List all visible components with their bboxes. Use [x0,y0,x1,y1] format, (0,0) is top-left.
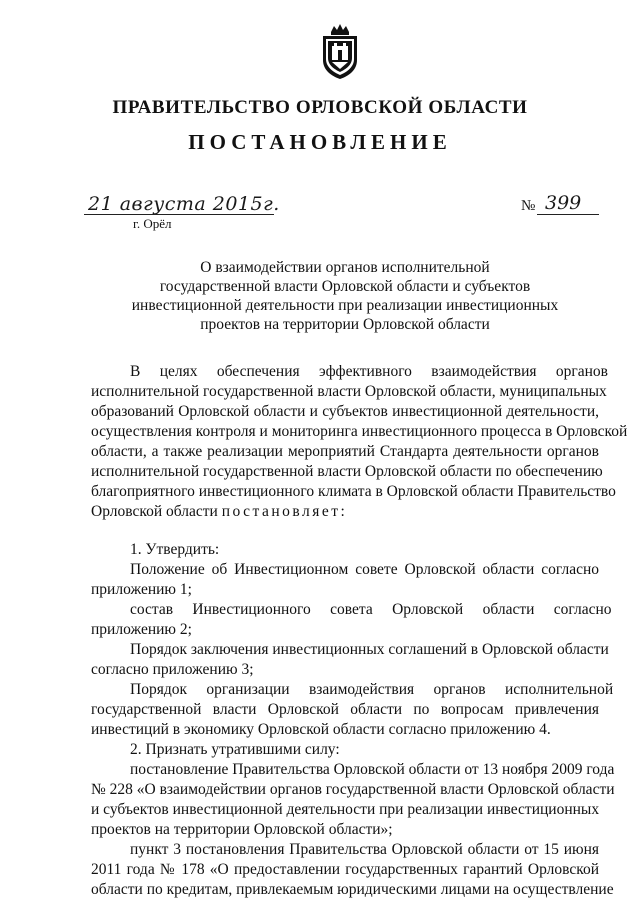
body-line: Порядок заключения инвестиционных соглашений в Орловской области [130,641,609,658]
number-underline [537,214,599,215]
handwritten-date: 21 августа 2015г. [88,193,280,215]
coat-of-arms-emblem [318,22,362,80]
body-line: 2011 года № 178 «О предоставлении государственных гарантий Орловской [91,861,599,878]
body-line: 2. Признать утратившими силу: [130,741,340,758]
resolves-keyword: постановляет: [221,503,348,520]
date-underline [84,214,274,215]
document-type-title: ПОСТАНОВЛЕНИЕ [188,130,452,154]
subject-line: инвестиционной деятельности при реализации инвестиционных [131,297,559,314]
body-line: инвестиций в экономику Орловской области согласно приложению 4. [91,721,551,738]
body-line: 1. Утвердить: [130,541,220,558]
body-line: области по кредитам, привлекаемым юридическими лицами на осуществление [91,881,614,898]
preamble-line: образований Орловской области и субъектов инвестиционной деятельности, [91,403,599,420]
body-line: государственной власти Орловской области по вопросам привлечения [91,701,599,718]
preamble-line: исполнительной государственной власти Орловской области, муниципальных [91,383,607,400]
preamble-line: области, а также реализации мероприятий Стандарта деятельности органов [91,443,599,460]
subject-line: государственной власти Орловской области и субъектов [159,278,531,295]
body-line: № 228 «О взаимодействии органов государственной власти Орловской области [91,781,615,798]
preamble-line: осуществления контроля и мониторинга инвестиционного процесса в Орловской [91,423,628,440]
subject-line: проектов на территории Орловской области [200,316,490,333]
body-line: Порядок организации взаимодействия органов исполнительной [130,681,614,698]
body-line: и субъектов инвестиционной деятельности при реализации инвестиционных [91,801,600,818]
body-line: приложению 1; [91,581,192,598]
preamble-line [91,502,599,522]
preamble-last-text: Орловской области [91,503,222,520]
subject-line: О взаимодействии органов исполнительной [200,259,490,276]
body-line: постановление Правительства Орловской области от 13 ноября 2009 года [130,761,615,778]
handwritten-number: 399 [545,192,582,214]
city-label: г. Орёл [133,216,172,231]
government-name: ПРАВИТЕЛЬСТВО ОРЛОВСКОЙ ОБЛАСТИ [112,97,528,118]
body-line: пункт 3 постановления Правительства Орловской области от 15 июня [130,841,599,858]
preamble-line: исполнительной государственной власти Орловской области по обеспечению [91,463,603,480]
body-line: Положение об Инвестиционном совете Орловской области согласно [130,561,599,578]
document-subject [120,258,570,334]
body-line: приложению 2; [91,621,192,638]
preamble-line: В целях обеспечения эффективного взаимодействия органов [130,363,608,380]
preamble-line: благоприятного инвестиционного климата в Орловской области Правительство [91,483,616,500]
number-label: № [521,198,536,214]
body-line: проектов на территории Орловской области»; [91,821,393,838]
body-line: согласно приложению 3; [91,661,254,678]
body-line: состав Инвестиционного совета Орловской области согласно [130,601,612,618]
